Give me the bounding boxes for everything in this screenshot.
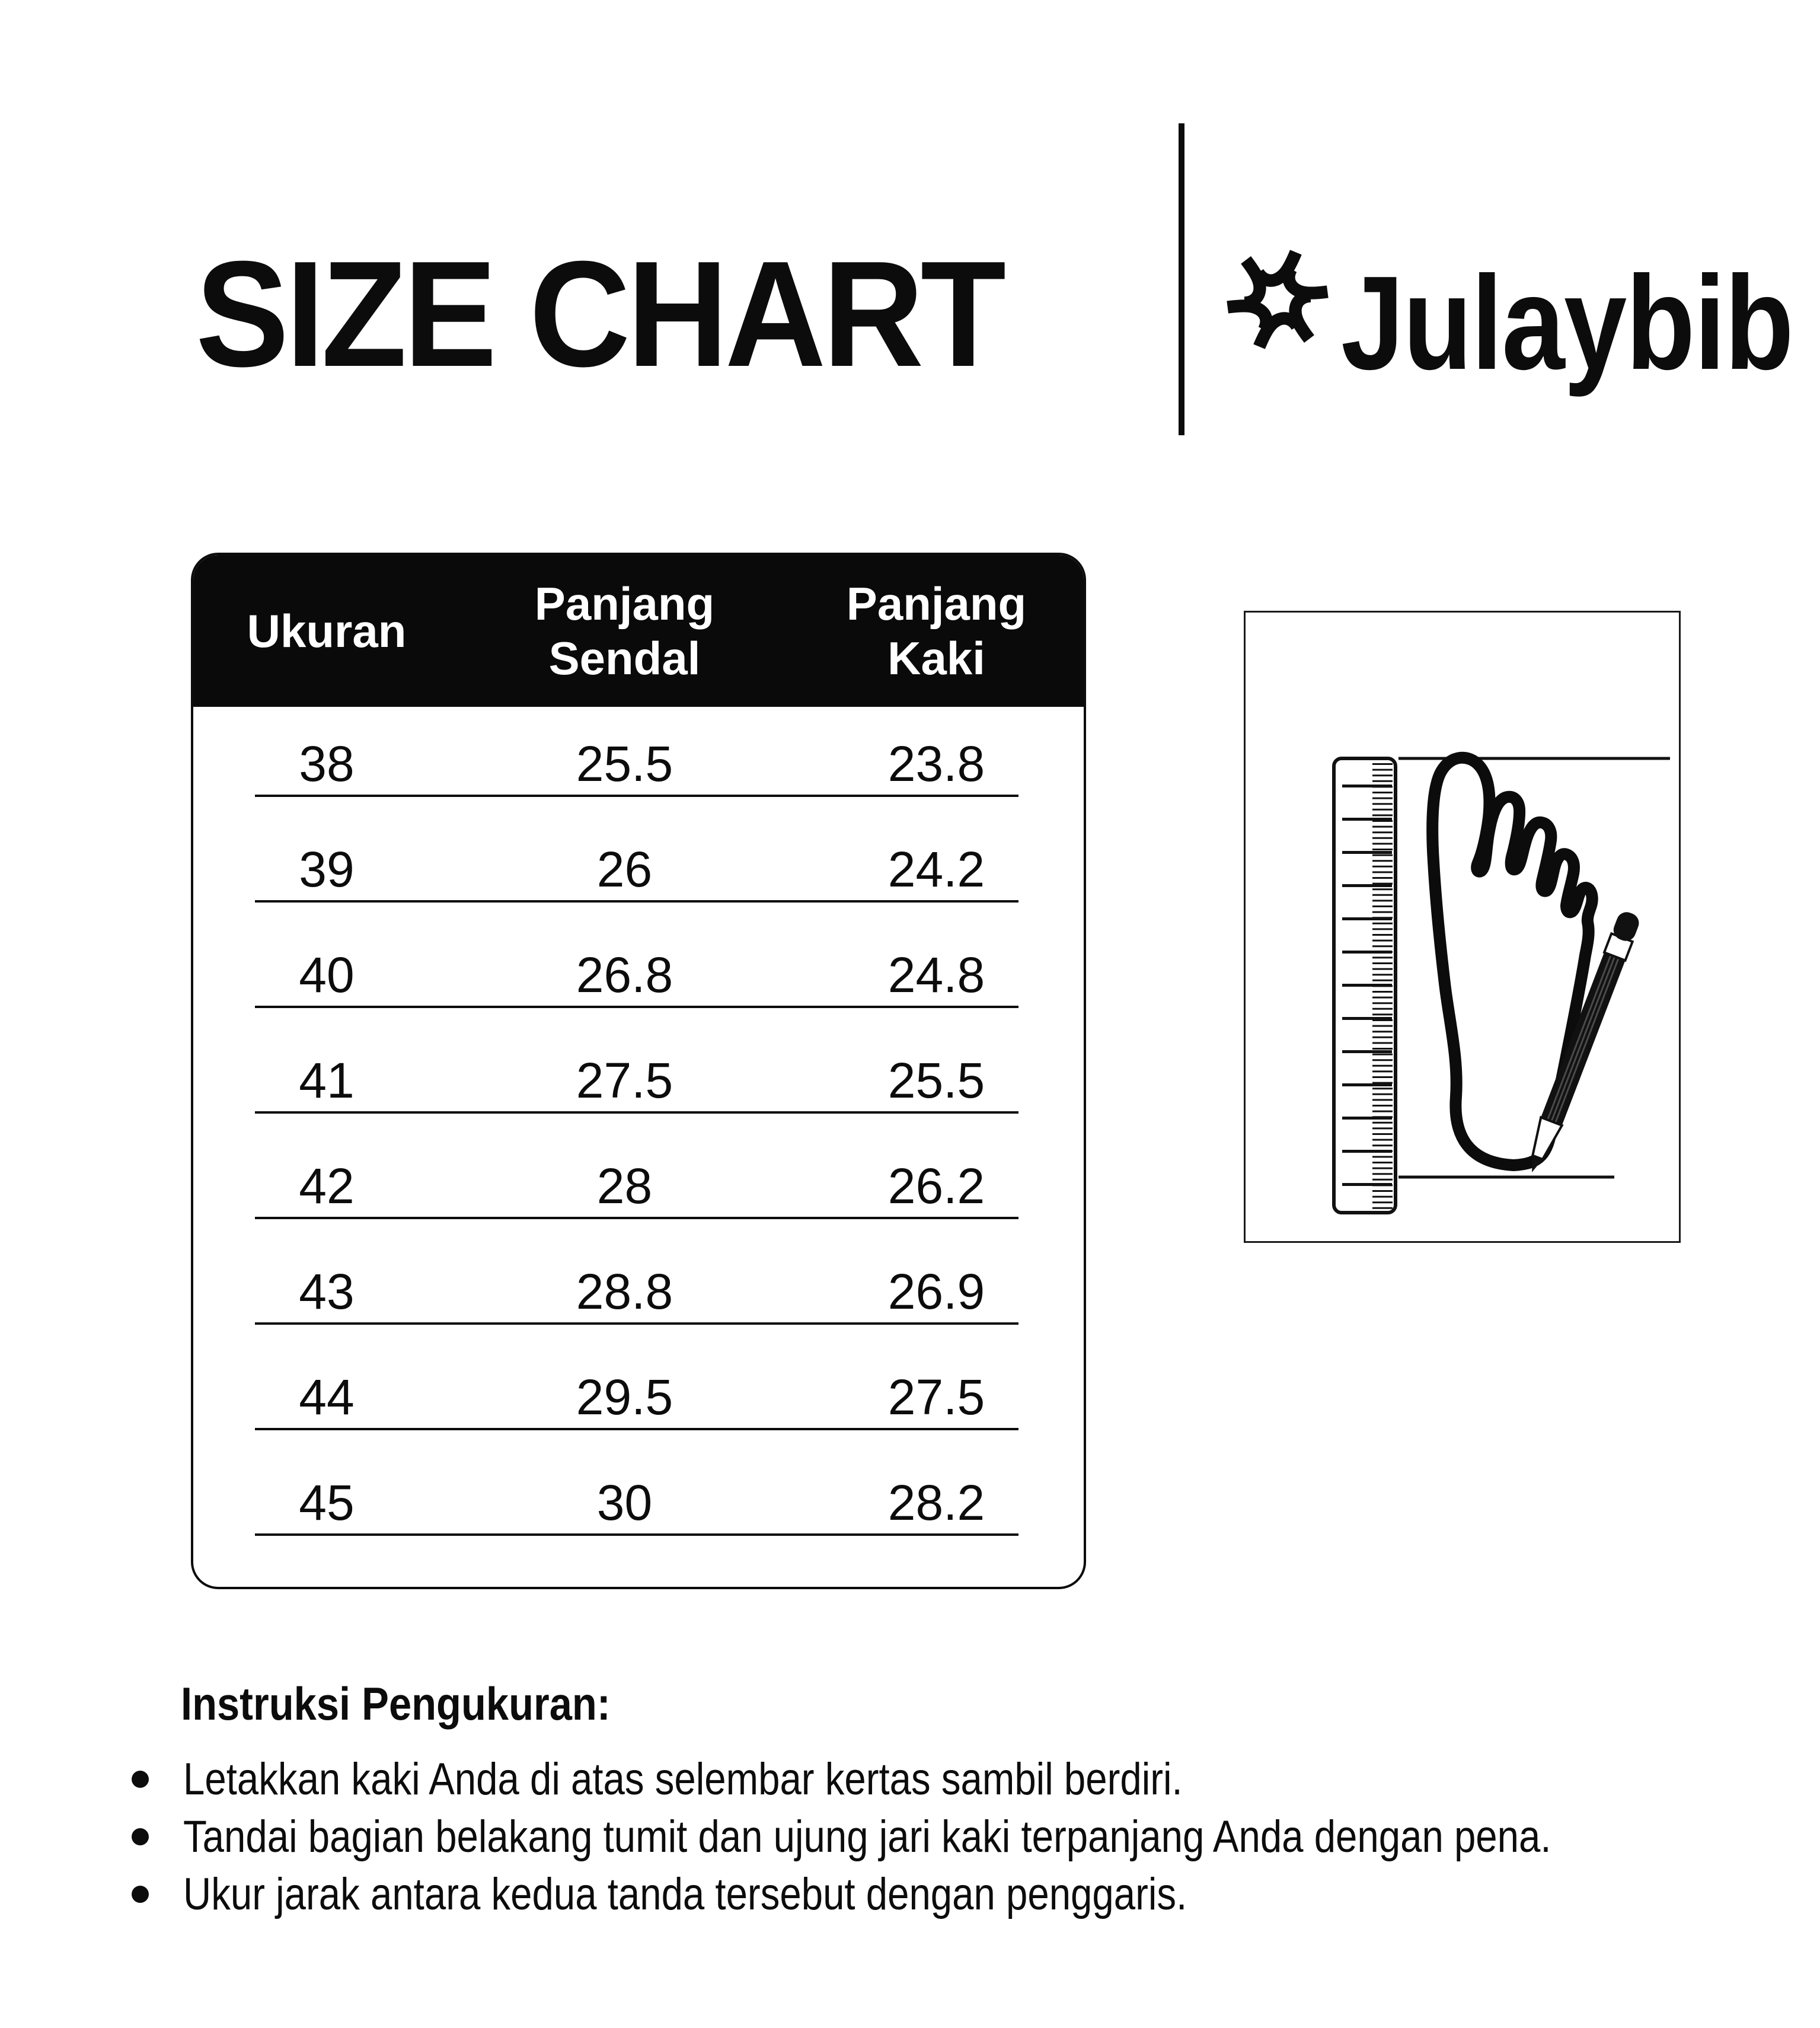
cell-foot: 27.5	[887, 1369, 985, 1425]
page-title: SIZE CHART	[196, 229, 1003, 398]
instruction-text: Ukur jarak antara kedua tanda tersebut dengan penggaris.	[183, 1868, 1187, 1919]
column-header-ukuran: Ukuran	[247, 605, 407, 657]
cell-size: 43	[299, 1264, 355, 1319]
cell-sandal: 30	[596, 1475, 653, 1530]
table-row	[193, 1219, 1084, 1325]
cell-foot: 28.2	[887, 1475, 985, 1530]
table-row	[193, 1325, 1084, 1430]
cell-sandal: 25.5	[576, 736, 673, 792]
instructions-list	[132, 1750, 1774, 1923]
cell-size: 44	[299, 1369, 355, 1425]
table-row	[193, 707, 1084, 797]
brand-name: Julaybib	[1341, 248, 1793, 397]
cell-size: 45	[299, 1475, 355, 1530]
cell-foot: 26.2	[887, 1158, 985, 1214]
table-row	[193, 1114, 1084, 1219]
cell-sandal: 28.8	[576, 1264, 673, 1319]
cell-foot: 24.8	[887, 947, 985, 1003]
instruction-text: Tandai bagian belakang tumit dan ujung jari kaki terpanjang Anda dengan pena.	[183, 1811, 1551, 1862]
bullet-dot-icon	[132, 1828, 149, 1845]
cell-size: 39	[299, 841, 355, 897]
column-header-panjang-kaki: Panjang Kaki	[846, 578, 1027, 684]
size-table-body	[193, 707, 1084, 1536]
bullet-dot-icon	[132, 1771, 149, 1788]
table-row	[193, 1008, 1084, 1114]
ruler-icon	[1334, 758, 1396, 1213]
brand-logo	[1222, 244, 1793, 398]
measurement-illustration	[1244, 611, 1681, 1243]
cell-size: 42	[299, 1158, 355, 1214]
instructions-heading: Instruksi Pengukuran:	[181, 1678, 611, 1730]
table-row	[193, 903, 1084, 1008]
table-row	[193, 1430, 1084, 1536]
cell-sandal: 28	[596, 1158, 653, 1214]
bullet-dot-icon	[132, 1886, 149, 1903]
list-item	[132, 1808, 1774, 1866]
cell-sandal: 27.5	[576, 1053, 673, 1108]
cell-size: 41	[299, 1053, 355, 1108]
cell-sandal: 29.5	[576, 1369, 673, 1425]
size-table	[191, 553, 1086, 1589]
divider-line	[1179, 123, 1184, 435]
cell-foot: 24.2	[887, 841, 985, 897]
cell-sandal: 26	[596, 841, 653, 897]
cell-size: 40	[299, 947, 355, 1003]
list-item	[132, 1750, 1774, 1808]
cell-sandal: 26.8	[576, 947, 673, 1003]
row-rule	[255, 1533, 1018, 1536]
instruction-text: Letakkan kaki Anda di atas selembar kertas sambil berdiri.	[183, 1753, 1183, 1804]
column-header-panjang-sendal: Panjang Sendal	[534, 578, 715, 684]
cell-foot: 25.5	[887, 1053, 985, 1108]
size-table-header	[193, 555, 1084, 707]
list-item	[132, 1866, 1774, 1923]
table-row	[193, 797, 1084, 903]
cell-size: 38	[299, 736, 355, 792]
pinwheel-swirl-icon	[1222, 244, 1333, 355]
cell-foot: 26.9	[887, 1264, 985, 1319]
cell-foot: 23.8	[887, 736, 985, 792]
